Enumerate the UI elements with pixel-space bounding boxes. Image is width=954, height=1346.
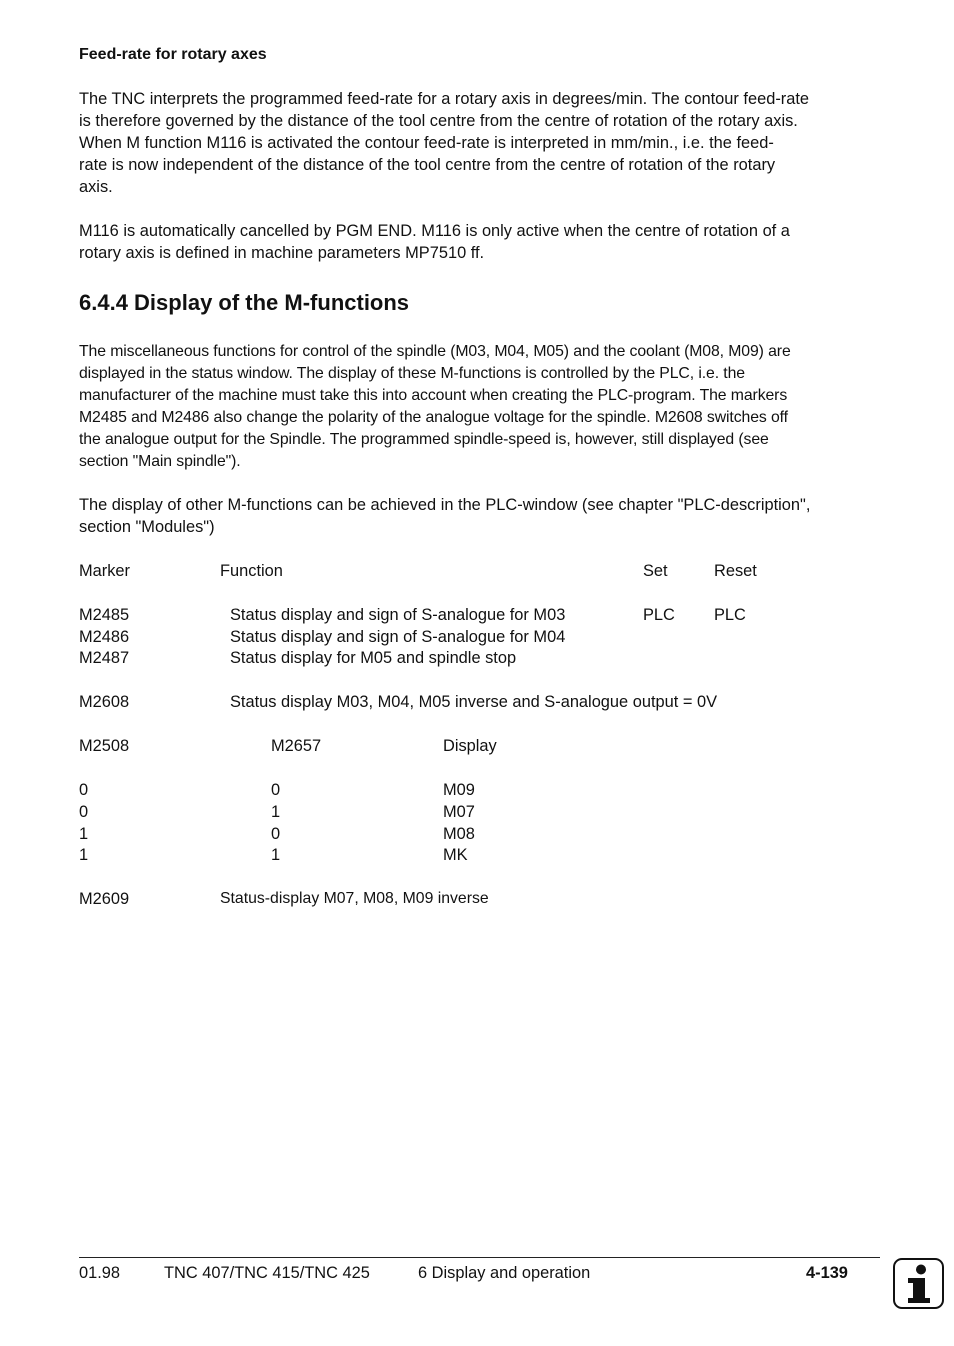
text-line: section "Modules")	[79, 518, 215, 536]
m2657-cell: 1	[271, 803, 281, 821]
info-icon	[893, 1258, 944, 1309]
text-line: rate is now independent of the distance of the tool centre from the centre of rotation of the rotary	[79, 156, 776, 174]
text-line: is therefore governed by the distance of the tool centre from the centre of rotation of the rotary axis.	[79, 112, 798, 130]
text-line: The display of other M-functions can be achieved in the PLC-window (see chapter "PLC-description",	[79, 496, 811, 514]
text-line: the analogue output for the Spindle. The programmed spindle-speed is, however, still displayed (see	[79, 431, 769, 448]
function-cell: Status display and sign of S-analogue for M04	[230, 628, 566, 646]
footer-divider	[79, 1257, 880, 1258]
reset-cell: PLC	[714, 606, 746, 624]
text-line: manufacturer of the machine must take this into account when creating the PLC-program. The markers	[79, 387, 788, 404]
feed-rate-heading: Feed-rate for rotary axes	[79, 46, 267, 63]
marker-cell: M2486	[79, 628, 130, 646]
text-line: section "Main spindle").	[79, 453, 241, 470]
text-line: rotary axis is defined in machine parameters MP7510 ff.	[79, 244, 485, 262]
m2508-cell: 1	[79, 825, 89, 843]
footer-page-number: 4-139	[806, 1264, 848, 1282]
text-line: The miscellaneous functions for control of the spindle (M03, M04, M05) and the coolant (M08, M09) are	[79, 343, 791, 360]
feed-rate-paragraph-1	[79, 88, 879, 198]
marker-cell: M2485	[79, 606, 130, 624]
marker-cell: M2487	[79, 649, 130, 667]
function-cell: Status display for M05 and spindle stop	[230, 649, 517, 667]
footer-date: 01.98	[79, 1264, 121, 1282]
m2657-cell: 0	[271, 781, 281, 799]
header-function: Function	[220, 562, 283, 580]
header-m2657: M2657	[271, 737, 322, 755]
m2657-cell: 0	[271, 825, 281, 843]
text-line: displayed in the status window. The display of these M-functions is controlled by the PLC, i.e. the	[79, 365, 745, 382]
text-line: M116 is automatically cancelled by PGM END. M116 is only active when the centre of rotation of a	[79, 222, 790, 240]
text-line: When M function M116 is activated the contour feed-rate is interpreted in mm/min., i.e. the feed-	[79, 134, 774, 152]
header-marker: Marker	[79, 562, 130, 580]
set-cell: PLC	[643, 606, 675, 624]
header-set: Set	[643, 562, 668, 580]
marker-cell: M2608	[79, 693, 130, 711]
header-m2508: M2508	[79, 737, 130, 755]
display-paragraph-2	[79, 494, 879, 538]
section-heading: 6.4.4 Display of the M-functions	[79, 290, 410, 315]
header-reset: Reset	[714, 562, 757, 580]
m2657-cell: 1	[271, 846, 281, 864]
text-line: M2485 and M2486 also change the polarity of the analogue voltage for the spindle. M2608 switches off	[79, 409, 788, 426]
feed-rate-paragraph-2	[79, 220, 879, 264]
function-cell: Status display M03, M04, M05 inverse and S-analogue output = 0V	[230, 693, 718, 711]
display-cell: M09	[443, 781, 475, 799]
m2508-cell: 0	[79, 803, 89, 821]
footer-chapter: 6 Display and operation	[418, 1264, 591, 1282]
display-cell: MK	[443, 846, 468, 864]
m2508-cell: 0	[79, 781, 89, 799]
function-cell: Status display and sign of S-analogue for M03	[230, 606, 566, 624]
header-display: Display	[443, 737, 497, 755]
display-cell: M08	[443, 825, 475, 843]
text-line: The TNC interprets the programmed feed-rate for a rotary axis in degrees/min. The contour feed-rate	[79, 90, 810, 108]
display-cell: M07	[443, 803, 475, 821]
m2508-cell: 1	[79, 846, 89, 864]
display-paragraph-1	[79, 341, 879, 473]
text-line: axis.	[79, 178, 113, 196]
function-cell: Status-display M07, M08, M09 inverse	[220, 890, 489, 907]
marker-cell: M2609	[79, 890, 130, 908]
footer-model: TNC 407/TNC 415/TNC 425	[164, 1264, 370, 1282]
